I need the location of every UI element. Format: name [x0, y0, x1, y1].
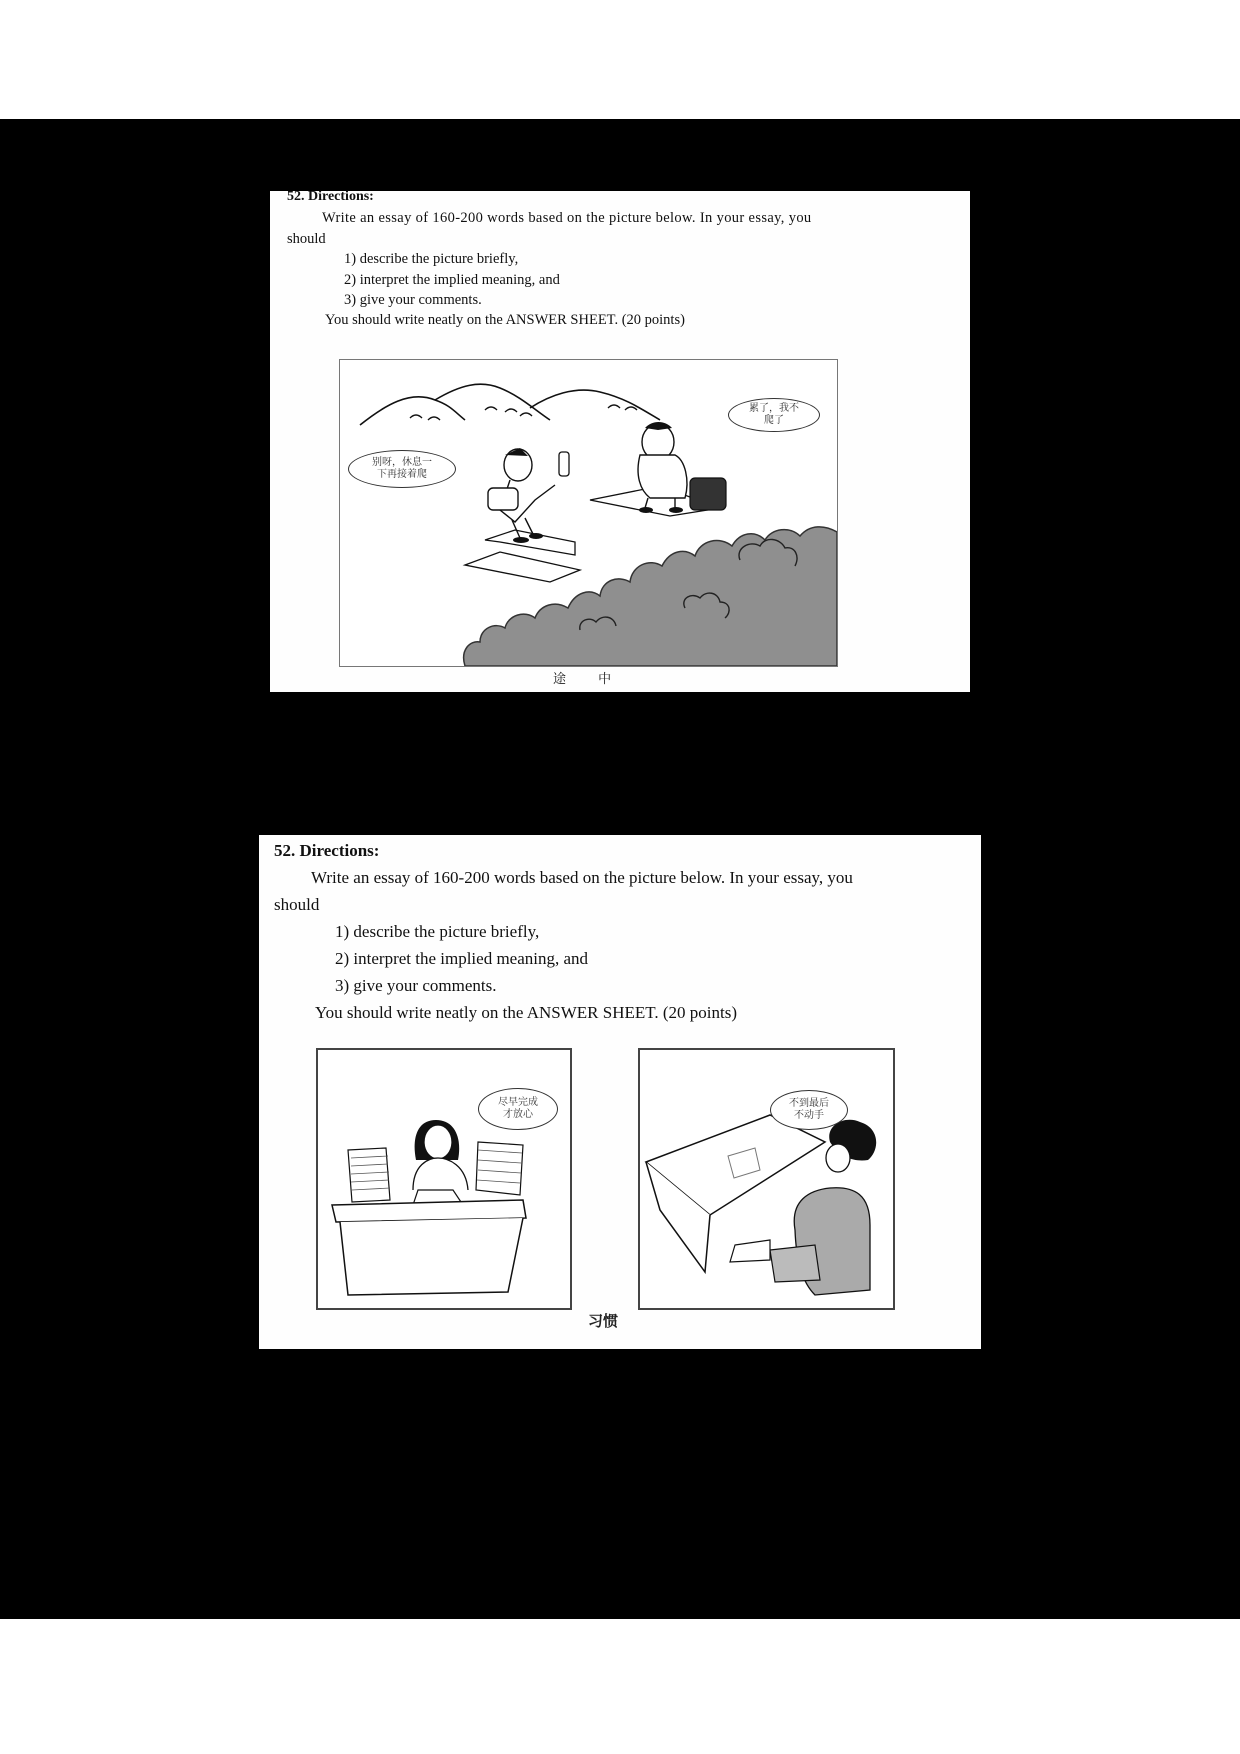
picture-caption: 习惯: [588, 1312, 619, 1330]
answer-sheet-note: You should write neatly on the ANSWER SHEET. (20 points): [315, 1003, 737, 1022]
picture-caption: 途 中: [553, 672, 626, 687]
answer-sheet-note: You should write neatly on the ANSWER SHEET. (20 points): [325, 312, 685, 328]
bubble-text: 不到最后: [789, 1097, 829, 1109]
speech-bubble-tired: [728, 398, 820, 432]
speech-bubble-finish-early: [478, 1088, 558, 1130]
question-sheet-2: [259, 835, 981, 1349]
requirement-item: 2) interpret the implied meaning, and: [344, 272, 560, 288]
bubble-text: 别呀，休息一: [372, 456, 432, 468]
requirement-item: 3) give your comments.: [335, 976, 497, 995]
boy-in-chair-illustration: [640, 1050, 893, 1308]
question-title: 52. Directions:: [287, 189, 374, 204]
bubble-text: 爬了: [764, 415, 784, 426]
bubble-text: 尽早完成: [498, 1096, 538, 1108]
cartoon-panel-diligent: [316, 1048, 572, 1310]
requirement-item: 3) give your comments.: [344, 292, 482, 308]
speech-bubble-rest: [348, 450, 456, 488]
requirement-item: 2) interpret the implied meaning, and: [335, 949, 589, 968]
hiking-cartoon: [339, 359, 838, 667]
instruction-line: should: [287, 231, 326, 247]
bubble-text: 不动手: [794, 1110, 824, 1121]
instruction-line: Write an essay of 160-200 words based on the picture below. In your essay, you: [322, 210, 812, 226]
cartoon-panel-procrastinator: [638, 1048, 895, 1310]
bubble-text: 下再接着爬: [377, 469, 427, 480]
instruction-line: Write an essay of 160-200 words based on the picture below. In your essay, you: [311, 868, 853, 887]
bubble-text: 累了，我不: [749, 402, 799, 414]
speech-bubble-last-minute: [770, 1090, 848, 1130]
instruction-line: should: [274, 895, 320, 914]
requirement-item: 1) describe the picture briefly,: [335, 922, 540, 941]
question-sheet-1: [270, 191, 970, 692]
bubble-text: 才放心: [503, 1109, 533, 1120]
question-title: 52. Directions:: [274, 841, 380, 860]
requirement-item: 1) describe the picture briefly,: [344, 251, 519, 267]
